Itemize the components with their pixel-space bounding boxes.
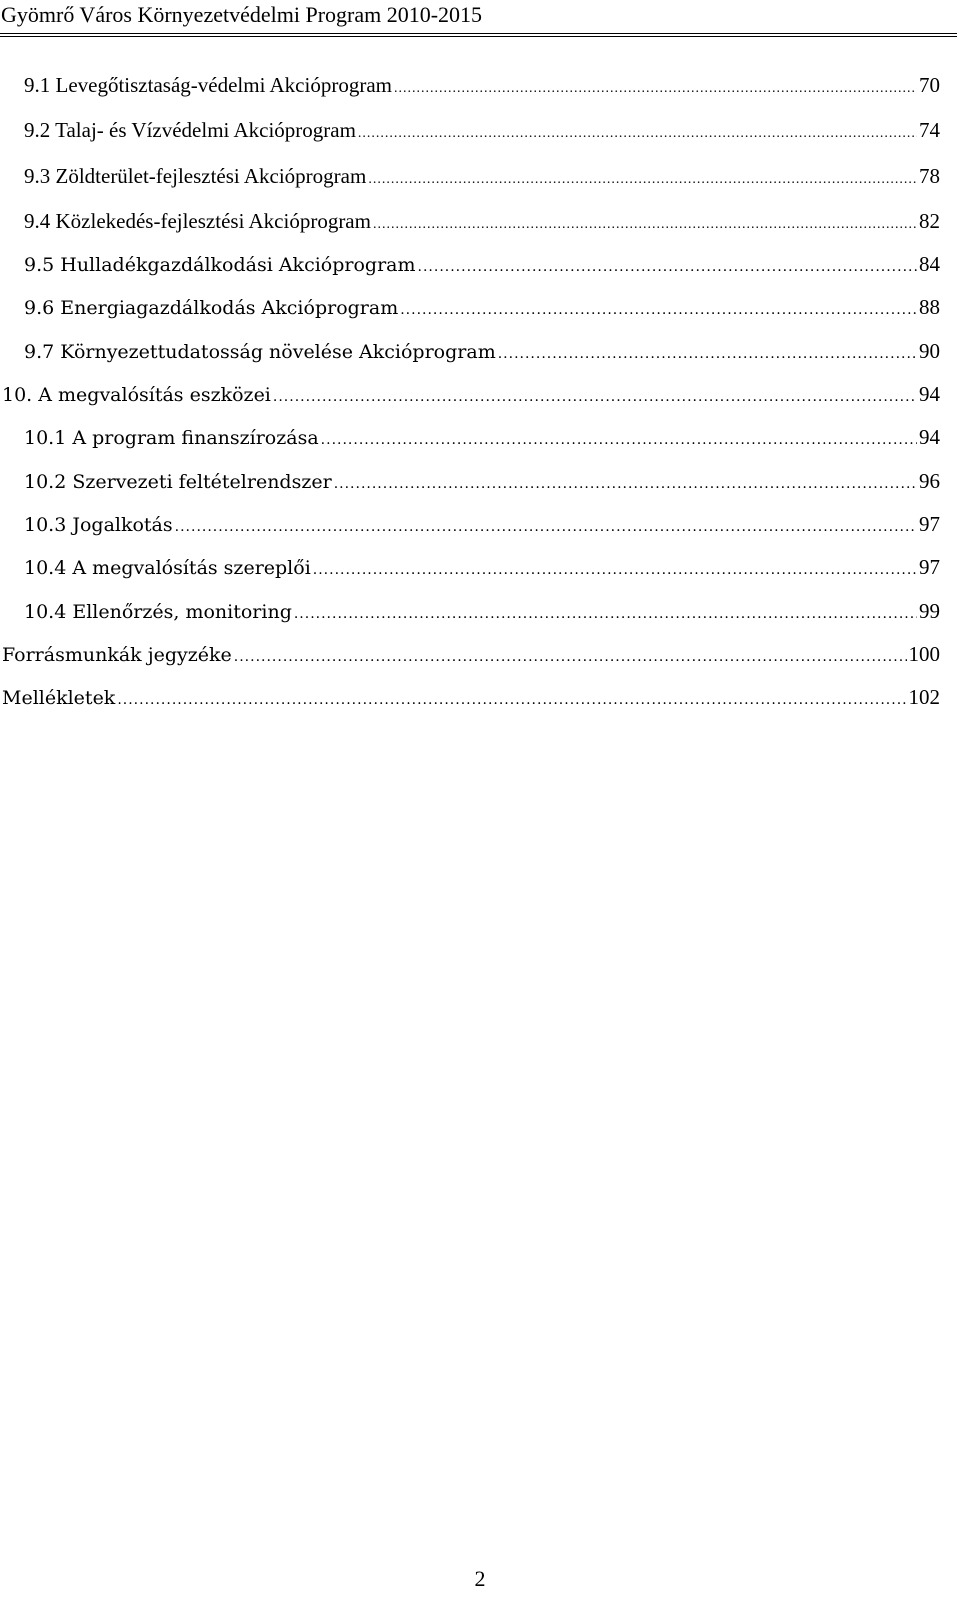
toc-entry-label: 10.1 A program finanszírozása	[24, 427, 319, 449]
toc-entry[interactable]	[24, 161, 940, 191]
page-number: 2	[474, 1566, 486, 1591]
toc-entry-label: 9.3 Zöldterület-fejlesztési Akcióprogram	[24, 164, 367, 188]
toc-entry[interactable]	[24, 552, 940, 582]
document-title: Gyömrő Város Környezetvédelmi Program 2010-2015	[1, 2, 483, 27]
toc-entry[interactable]	[24, 292, 940, 322]
toc-entry-page: 94	[919, 382, 940, 406]
toc-entry-label: 9.7 Környezettudatosság növelése Akcióprogram	[24, 341, 496, 363]
toc-entry[interactable]	[24, 249, 940, 279]
toc-entry-page: 90	[919, 339, 940, 363]
toc-dot-leader	[321, 425, 917, 455]
toc-dot-leader	[394, 74, 917, 104]
toc-dot-leader	[234, 642, 907, 672]
toc-dot-leader	[400, 295, 917, 325]
toc-entry[interactable]	[24, 115, 940, 145]
toc-entry-label: 10.4 Ellenőrzés, monitoring	[24, 601, 292, 623]
toc-entry-page: 94	[919, 425, 940, 449]
toc-dot-leader	[418, 252, 917, 282]
toc-entry-label: 10. A megvalósítás eszközei	[2, 384, 271, 406]
toc-entry-page: 78	[919, 164, 940, 188]
page-header	[0, 0, 960, 42]
toc-entry-page: 99	[919, 599, 940, 623]
toc-entry[interactable]	[24, 466, 940, 496]
toc-entry-label: 9.5 Hulladékgazdálkodási Akcióprogram	[24, 254, 416, 276]
toc-entry[interactable]	[24, 336, 940, 366]
toc-entry-page: 96	[919, 469, 940, 493]
toc-entry-page: 70	[919, 73, 940, 97]
toc-entry[interactable]	[2, 379, 940, 409]
toc-dot-leader	[313, 555, 917, 585]
toc-entry-page: 84	[919, 252, 940, 276]
toc-entry-page: 97	[919, 512, 940, 536]
toc-entry-label: Forrásmunkák jegyzéke	[2, 644, 232, 666]
toc-entry-page: 88	[919, 295, 940, 319]
toc-dot-leader	[373, 210, 917, 240]
toc-dot-leader	[273, 382, 917, 412]
header-divider	[0, 33, 957, 37]
toc-entry-page: 82	[919, 209, 940, 233]
toc-entry-label: 9.6 Energiagazdálkodás Akcióprogram	[24, 297, 399, 319]
toc-entry-label: 9.1 Levegőtisztaság-védelmi Akcióprogram	[24, 73, 392, 97]
toc-entry-label: 9.2 Talaj- és Vízvédelmi Akcióprogram	[24, 118, 356, 142]
toc-entry-label: 10.3 Jogalkotás	[24, 514, 173, 536]
toc-entry[interactable]	[24, 70, 940, 100]
toc-entry-label: 10.2 Szervezeti feltételrendszer	[24, 471, 332, 493]
toc-dot-leader	[117, 685, 906, 715]
toc-entry-page: 97	[919, 555, 940, 579]
toc-entry-page: 74	[919, 118, 940, 142]
toc-dot-leader	[334, 469, 917, 499]
toc-entry[interactable]	[2, 639, 940, 669]
toc-dot-leader	[498, 339, 917, 369]
toc-entry[interactable]	[24, 509, 940, 539]
toc-dot-leader	[294, 599, 917, 629]
toc-entry-label: Mellékletek	[2, 687, 116, 709]
toc-dot-leader	[368, 165, 917, 195]
toc-entry-label: 9.4 Közlekedés-fejlesztési Akcióprogram	[24, 209, 371, 233]
toc-entry[interactable]	[24, 596, 940, 626]
toc-entry[interactable]	[24, 206, 940, 236]
toc-dot-leader	[175, 512, 917, 542]
toc-entry[interactable]	[24, 422, 940, 452]
toc-dot-leader	[358, 119, 917, 149]
toc-entry-label: 10.4 A megvalósítás szereplői	[24, 557, 311, 579]
toc-entry-page: 100	[908, 642, 940, 666]
toc-entry[interactable]	[2, 682, 940, 712]
toc-entry-page: 102	[908, 685, 940, 709]
